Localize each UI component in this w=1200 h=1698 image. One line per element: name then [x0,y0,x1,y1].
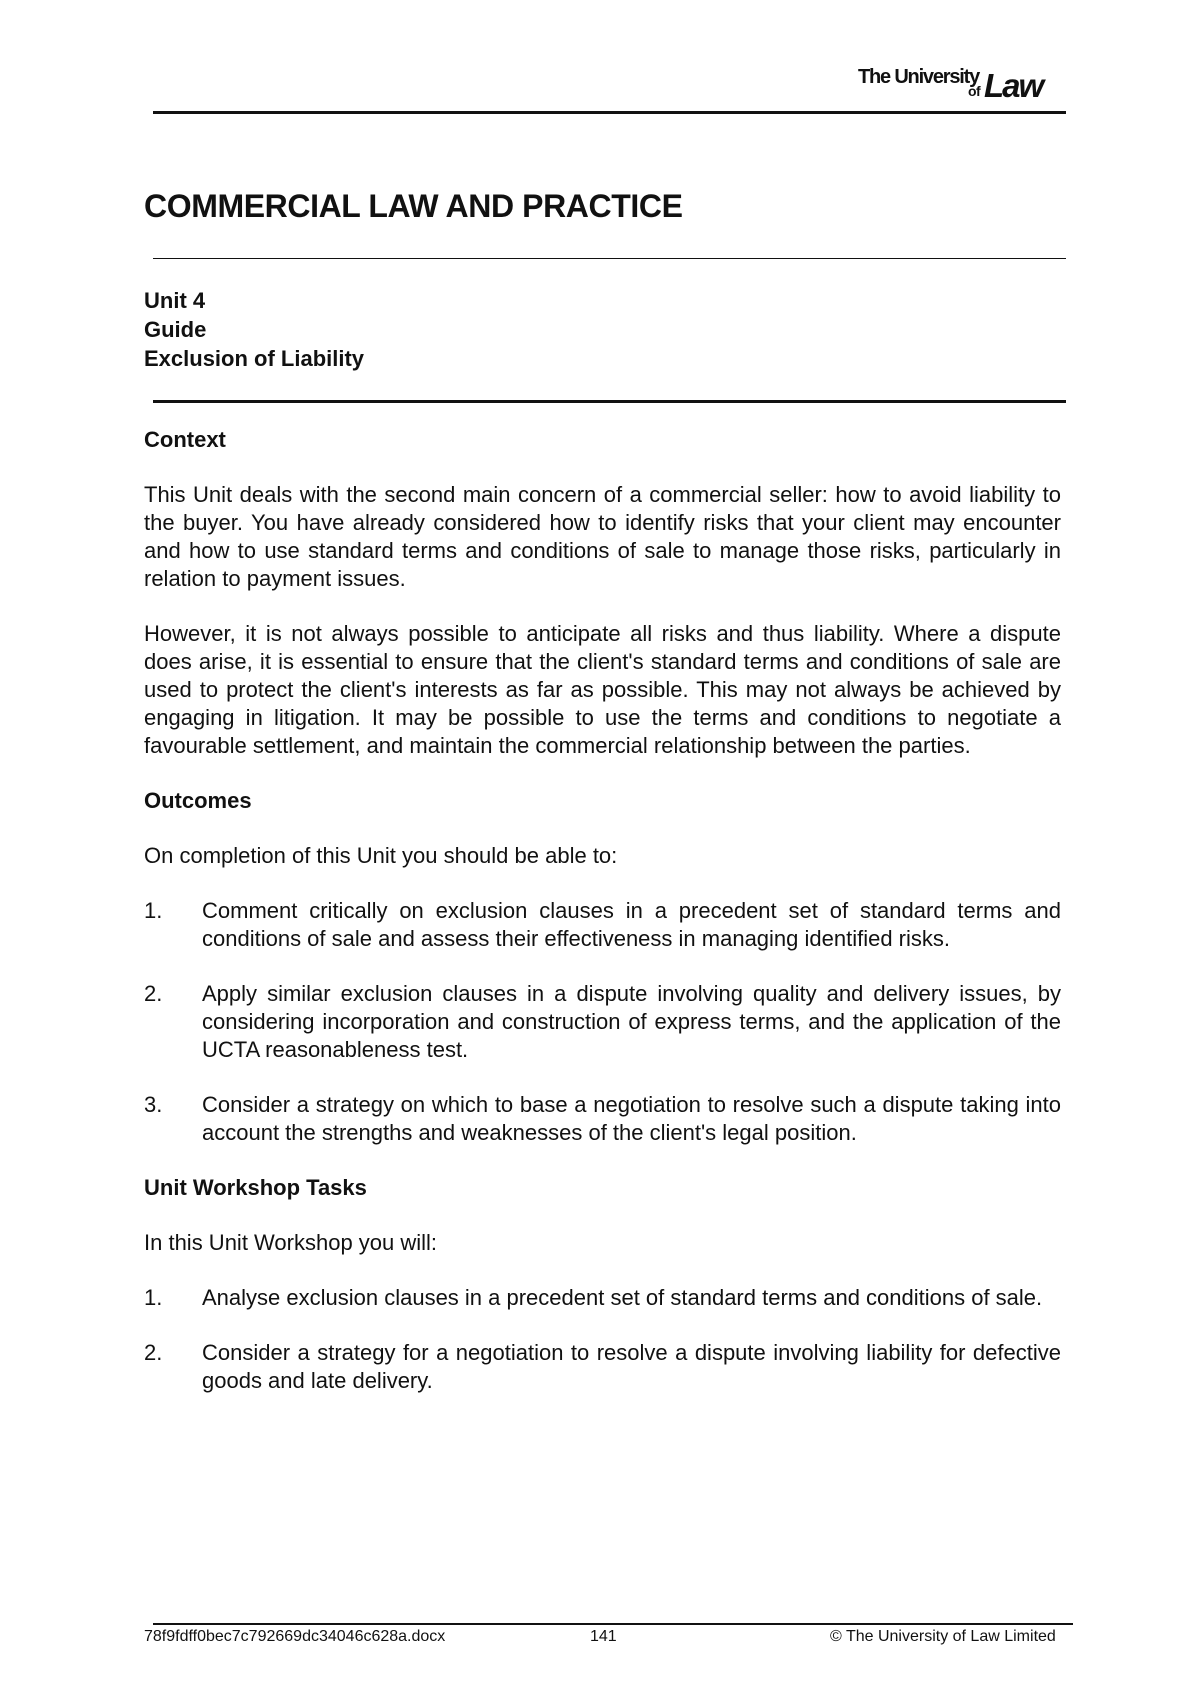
list-item [144,980,1061,1064]
document-body [144,426,1061,1422]
footer-copyright: © The University of Law Limited [830,1628,1056,1645]
context-paragraph-1: This Unit deals with the second main concern of a commercial seller: how to avoid liability to the buyer. You have already considered how to identify risks that your client may encounter and how to use standard terms and conditions of sale to manage those risks, particularly in relation to payment issues. [144,482,1061,591]
unit-number: Unit 4 [144,288,206,313]
list-text: Comment critically on exclusion clauses in a precedent set of standard terms and conditions of sale and assess their effectiveness in managing identified risks. [202,898,1061,951]
unit-block [144,286,364,373]
context-heading: Context [144,427,226,452]
outcomes-intro: On completion of this Unit you should be able to: [144,843,618,868]
footer-page-number: 141 [590,1628,617,1645]
list-text: Consider a strategy for a negotiation to resolve a dispute involving liability for defective goods and late delivery. [202,1340,1061,1393]
logo-line-1: The University [858,66,980,88]
tasks-intro: In this Unit Workshop you will: [144,1230,438,1255]
logo-line-3: Law [984,67,1043,104]
list-text: Analyse exclusion clauses in a precedent set of standard terms and conditions of sale. [202,1285,1043,1310]
section-divider [153,400,1066,403]
list-item [144,1339,1061,1395]
footer-rule [153,1623,1073,1625]
outcomes-heading: Outcomes [144,788,252,813]
list-number: 1. [144,1285,163,1310]
logo-line-2: of [968,83,981,99]
tasks-list [144,1284,1061,1395]
list-number: 2. [144,1340,163,1365]
title-divider [153,258,1066,259]
header-rule [153,111,1066,114]
outcomes-list [144,897,1061,1147]
list-text: Apply similar exclusion clauses in a dispute involving quality and delivery issues, by considering incorporation and construction of express terms, and the application of the UCTA reasonableness test. [202,981,1061,1062]
context-paragraph-2: However, it is not always possible to anticipate all risks and thus liability. Where a dispute does arise, it is essential to ensure that the client's standard terms and conditions of sale are used to protect the client's interests as far as possible. This may not always be achieved by engaging in litigation. It may be possible to use the terms and conditions to negotiate a favourable settlement, and maintain the commercial relationship between the parties. [144,621,1061,758]
footer-filename: 78f9fdff0bec7c792669dc34046c628a.docx [144,1628,446,1645]
list-number: 2. [144,981,163,1006]
list-number: 3. [144,1092,163,1117]
tasks-heading: Unit Workshop Tasks [144,1175,367,1200]
unit-subtitle: Exclusion of Liability [144,346,365,371]
list-item [144,1284,1061,1312]
university-logo [858,66,1068,106]
page-title: COMMERCIAL LAW AND PRACTICE [144,188,683,224]
list-text: Consider a strategy on which to base a negotiation to resolve such a dispute taking into account the strengths and weaknesses of the client's legal position. [202,1092,1061,1145]
list-item [144,897,1061,953]
list-number: 1. [144,898,163,923]
list-item [144,1091,1061,1147]
unit-type: Guide [144,317,207,342]
